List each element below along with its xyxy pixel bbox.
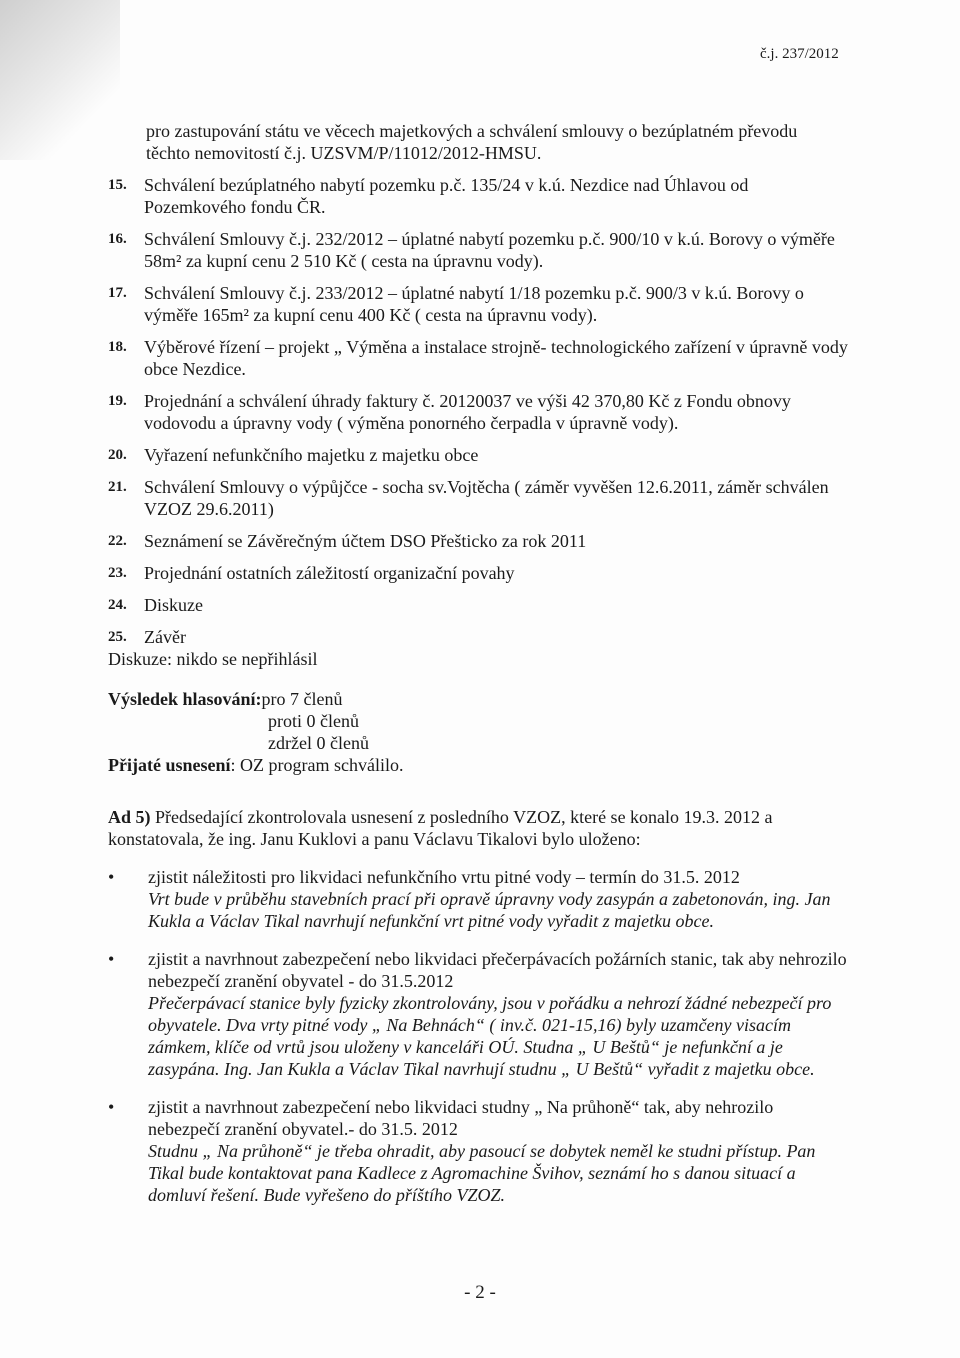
ad5-section	[108, 806, 848, 1206]
ad5-label: Ad 5)	[108, 807, 151, 827]
agenda-item	[108, 390, 848, 434]
item-number: 21.	[108, 479, 127, 495]
bullet-content	[148, 1096, 848, 1206]
resolution-label: Přijaté usnesení	[108, 755, 231, 775]
item-number: 23.	[108, 565, 127, 581]
item-text: Projednání ostatních záležitostí organizační povahy	[144, 563, 515, 583]
agenda-item	[108, 228, 848, 272]
intro-line-1: pro zastupování státu ve věcech majetkových a schválení smlouvy o bezúplatném převodu	[146, 121, 798, 141]
item-text: Výběrové řízení – projekt „ Výměna a instalace strojně- technologického zařízení v úpravně vody obce Nezdice.	[144, 337, 848, 379]
item-number: 16.	[108, 231, 127, 247]
page-number: - 2 -	[464, 1282, 496, 1303]
task-note: Vrt bude v průběhu stavebních prací při opravě úpravny vody zasypán a zabetonován, ing. Jan Kukla a Václav Tikal navrhují nefunkční vrt pitné vody vyřadit z majetku obce.	[148, 889, 831, 931]
reference-number: č.j. 237/2012	[760, 46, 839, 62]
item-number: 15.	[108, 177, 127, 193]
task-bullet	[108, 866, 848, 932]
agenda-item	[108, 174, 848, 218]
agenda-item	[108, 562, 848, 584]
agenda-item	[108, 476, 848, 520]
task-note: Studnu „ Na průhoně“ je třeba ohradit, aby pasoucí se dobytek neměl ke studni přístup. Pan Tikal bude kontaktovat pana Kadlece z Agromachine Švihov, seznámí ho s danou situací a domluví řešení. Bude vyřešeno do příštího VZOZ.	[148, 1141, 816, 1205]
item-number: 24.	[108, 597, 127, 613]
discussion-text: Diskuze: nikdo se nepřihlásil	[108, 649, 318, 669]
vote-for: pro 7 členů	[261, 689, 343, 709]
bullet-dot-icon: •	[108, 867, 115, 887]
bullet-content	[148, 866, 848, 932]
task-text: zjistit náležitosti pro likvidaci nefunkčního vrtu pitné vody – termín do 31.5. 2012	[148, 867, 740, 887]
vote-result	[108, 688, 848, 776]
agenda-item	[108, 444, 848, 466]
vote-abstain: zdržel 0 členů	[268, 733, 369, 753]
item-text: Schválení bezúplatného nabytí pozemku p.č. 135/24 v k.ú. Nezdice nad Úhlavou od Pozemkového fondu ČR.	[144, 175, 749, 217]
vote-for-row	[108, 688, 848, 710]
ad5-text: Předsedající zkontrolovala usnesení z posledního VZOZ, které se konalo 19.3. 2012 a konstatovala, že ing. Janu Kuklovi a panu Václavu Tikalovi bylo uloženo:	[108, 807, 773, 849]
agenda-item	[108, 336, 848, 380]
document-body	[108, 120, 848, 1206]
item-text: Schválení Smlouvy č.j. 232/2012 – úplatné nabytí pozemku p.č. 900/10 v k.ú. Borovy o výměře 58m² za kupní cenu 2 510 Kč ( cesta na úpravnu vody).	[144, 229, 835, 271]
item-number: 22.	[108, 533, 127, 549]
item-number: 17.	[108, 285, 127, 301]
task-bullet	[108, 1096, 848, 1206]
bullet-dot-icon: •	[108, 1097, 115, 1117]
agenda-list	[108, 174, 848, 648]
bullet-content	[148, 948, 848, 1080]
item-text: Projednání a schválení úhrady faktury č. 20120037 ve výši 42 370,80 Kč z Fondu obnovy vodovodu a úpravny vody ( výměna ponorného čerpadla v úpravně vody).	[144, 391, 791, 433]
vote-label: Výsledek hlasování:	[108, 689, 262, 709]
bullet-dot-icon: •	[108, 949, 115, 969]
agenda-item	[108, 530, 848, 552]
item-text: Závěr	[144, 627, 186, 647]
ad5-paragraph	[108, 806, 848, 850]
task-bullet	[108, 948, 848, 1080]
agenda-item	[108, 282, 848, 326]
item-number: 18.	[108, 339, 127, 355]
item-text: Vyřazení nefunkčního majetku z majetku obce	[144, 445, 479, 465]
task-text: zjistit a navrhnout zabezpečení nebo likvidaci přečerpávacích požárních stanic, tak aby nehrozilo nebezpečí zranění obyvatel - do 31.5.2012	[148, 949, 847, 991]
item-text: Diskuze	[144, 595, 203, 615]
item-number: 19.	[108, 393, 127, 409]
item-text: Schválení Smlouvy č.j. 233/2012 – úplatné nabytí 1/18 pozemku p.č. 900/3 v k.ú. Borovy o výměře 165m² za kupní cenu 400 Kč ( cesta na úpravnu vody).	[144, 283, 804, 325]
item-number: 20.	[108, 447, 127, 463]
vote-against: proti 0 členů	[268, 711, 359, 731]
item-text: Schválení Smlouvy o výpůjčce - socha sv.Vojtěcha ( záměr vyvěšen 12.6.2011, záměr schválen VZOZ 29.6.2011)	[144, 477, 829, 519]
agenda-item	[108, 626, 848, 648]
task-note: Přečerpávací stanice byly fyzicky zkontrolovány, jsou v pořádku a nehrozí žádné nebezpečí pro obyvatele. Dva vrty pitné vody „ Na Behnách“ ( inv.č. 021-15,16) byly uzamčeny visacím zámkem, klíče od vrtů jsou uloženy v kanceláři OÚ. Studna „ U Beštů“ je nefunkční a je zasypána. Ing. Jan Kukla a Václav Tikal navrhují studnu „ U Beštů“ vyřadit z majetku obce.	[148, 993, 832, 1079]
intro-paragraph	[108, 120, 848, 164]
item-text: Seznámení se Závěrečným účtem DSO Přešticko za rok 2011	[144, 531, 587, 551]
item-number: 25.	[108, 629, 127, 645]
resolution-row	[108, 754, 848, 776]
task-text: zjistit a navrhnout zabezpečení nebo likvidaci studny „ Na průhoně“ tak, aby nehrozilo nebezpečí zranění obyvatel.- do 31.5. 2012	[148, 1097, 774, 1139]
resolution-text: : OZ program schválilo.	[230, 755, 404, 775]
intro-line-2: těchto nemovitostí č.j. UZSVM/P/11012/2012-HMSU.	[146, 143, 542, 163]
page-shadow-corner	[0, 0, 120, 160]
agenda-item	[108, 594, 848, 616]
